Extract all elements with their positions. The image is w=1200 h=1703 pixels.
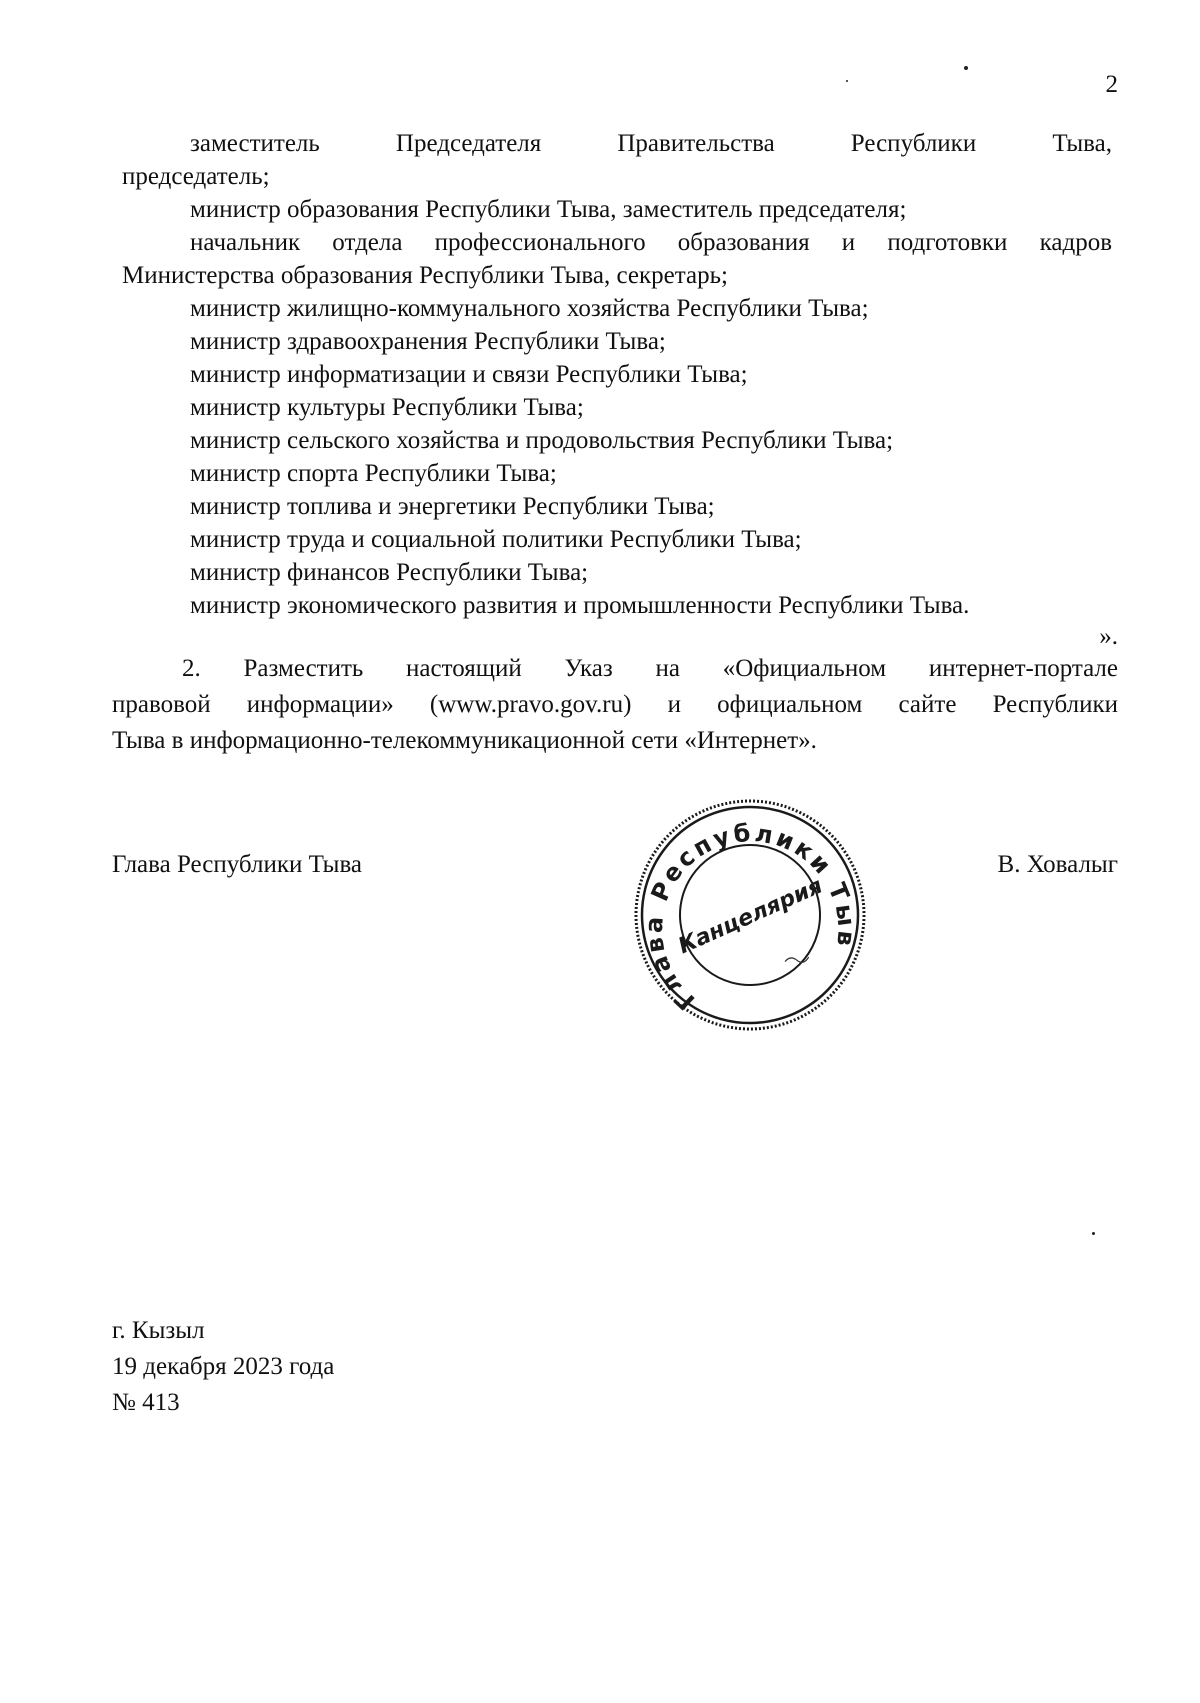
scan-speck — [846, 80, 848, 82]
member-line: Министерства образования Республики Тыва, секретарь; — [122, 262, 728, 289]
seal-center-text: Канцелярия — [674, 873, 827, 960]
paragraph-line: Тыва в информационно-телекоммуникационной сети «Интернет». — [112, 727, 817, 754]
decree-number: № 413 — [112, 1389, 180, 1416]
member-line: министр образования Республики Тыва, заместитель председателя; — [190, 196, 907, 223]
member-line: председатель; — [122, 163, 270, 190]
date: 19 декабря 2023 года — [112, 1353, 335, 1380]
member-line: министр финансов Республики Тыва; — [190, 559, 589, 586]
member-line: министр топлива и энергетики Республики Тыва; — [190, 493, 715, 520]
commission-members-list — [122, 127, 1112, 622]
member-line: министр сельского хозяйства и продовольствия Республики Тыва; — [190, 427, 894, 454]
member-line: министр спорта Республики Тыва; — [190, 460, 557, 487]
signatory-position: Глава Республики Тыва — [112, 851, 363, 878]
official-seal-stamp — [630, 795, 870, 1035]
document-footer — [112, 1313, 334, 1421]
page-number: 2 — [1105, 71, 1118, 98]
paragraph-2 — [112, 651, 1118, 759]
city: г. Кызыл — [112, 1317, 205, 1344]
member-line: министр экономического развития и промышленности Республики Тыва. — [190, 592, 970, 619]
member-line: министр культуры Республики Тыва; — [190, 394, 584, 421]
member-line: министр жилищно-коммунального хозяйства Республики Тыва; — [190, 295, 869, 322]
member-line: министр информатизации и связи Республики Тыва; — [190, 361, 748, 388]
paragraph-line: правовой информации» (www.pravo.gov.ru) и официальном сайте Республики — [112, 691, 1118, 718]
member-line: министр труда и социальной политики Республики Тыва; — [190, 526, 802, 553]
closing-quote: ». — [1099, 623, 1118, 650]
scan-speck — [964, 66, 968, 70]
member-line: заместитель Председателя Правительства Республики Тыва, — [190, 130, 1112, 157]
seal-ring-text: Глава Республики Тыва — [639, 818, 861, 1016]
scan-speck — [1092, 1232, 1095, 1235]
signatory-name: В. Ховалыг — [997, 851, 1118, 878]
member-line: начальник отдела профессионального образования и подготовки кадров — [190, 229, 1112, 256]
paragraph-line: 2. Разместить настоящий Указ на «Официальном интернет-портале — [182, 655, 1118, 682]
member-line: министр здравоохранения Республики Тыва; — [190, 328, 666, 355]
